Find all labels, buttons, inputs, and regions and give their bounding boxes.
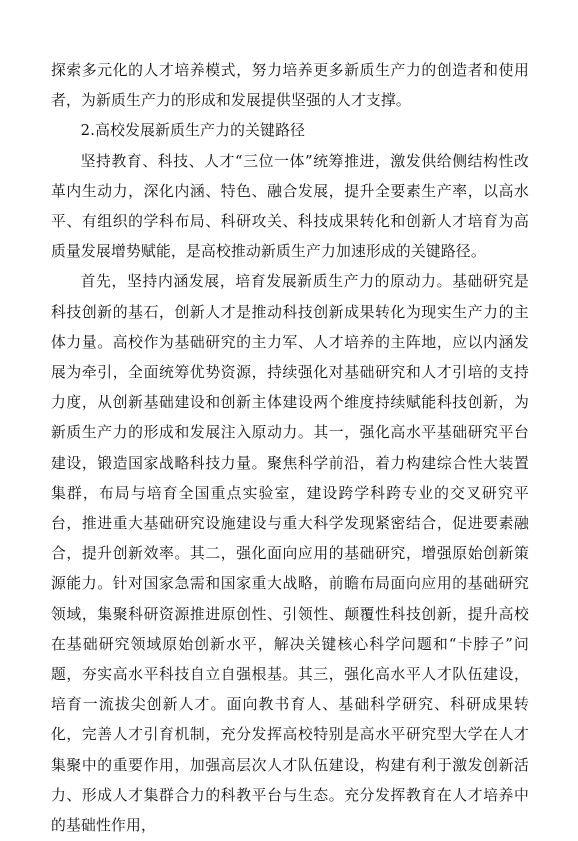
section-heading: 2.高校发展新质生产力的关键路径 — [80, 122, 306, 140]
document-page — [51, 56, 529, 841]
continuation-paragraph: 探索多元化的人才培养模式，努力培养更多新质生产力的创造者和使用者，为新质生产力的形成和发展提供坚强的人才支撑。 — [51, 62, 529, 110]
body-paragraph-1: 坚持教育、科技、人才“三位一体”统筹推进，激发供给侧结构性改革内生动力，深化内涵、特色、融合发展，提升全要素生产率，以高水平、有组织的学科布局、科研攻关、科技成果转化和创新人才培育为高质量发展增势赋能，是高校推动新质生产力加速形成的关键路径。 — [51, 152, 529, 261]
body-paragraph-2: 首先，坚持内涵发展，培育发展新质生产力的原动力。基础研究是科技创新的基石，创新人才是推动科技创新成果转化为现实生产力的主体力量。高校作为基础研究的主力军、人才培养的主阵地，应以内涵发展为牵引，全面统筹优势资源，持续强化对基础研究和人才引培的支持力度，从创新基础建设和创新主体建设两个维度持续赋能科技创新，为新质生产力的形成和发展注入原动力。其一，强化高水平基础研究平台建设，锻造国家战略科技力量。聚焦科学前沿，着力构建综合性大装置集群，布局与培育全国重点实验室，建设跨学科跨专业的交叉研究平台，推进重大基础研究设施建设与重大科学发现紧密结合，促进要素融合，提升创新效率。其二，强化面向应用的基础研究，增强原始创新策源能力。针对国家急需和国家重大战略，前瞻布局面向应用的基础研究领域，集聚科研资源推进原创性、引领性、颠覆性科技创新，提升高校在基础研究领域原始创新水平，解决关键核心科学问题和“卡脖子”问题，夯实高水平科技自立自强根基。其三，强化高水平人才队伍建设，培育一流拔尖创新人才。面向教书育人、基础科学研究、科研成果转化，完善人才引育机制，充分发挥高校特别是高水平研究型大学在人才集聚中的重要作用，加强高层次人才队伍建设，构建有利于激发创新活力、形成人才集群合力的科教平台与生态。充分发挥教育在人才培养中的基础性作用， — [51, 273, 529, 835]
